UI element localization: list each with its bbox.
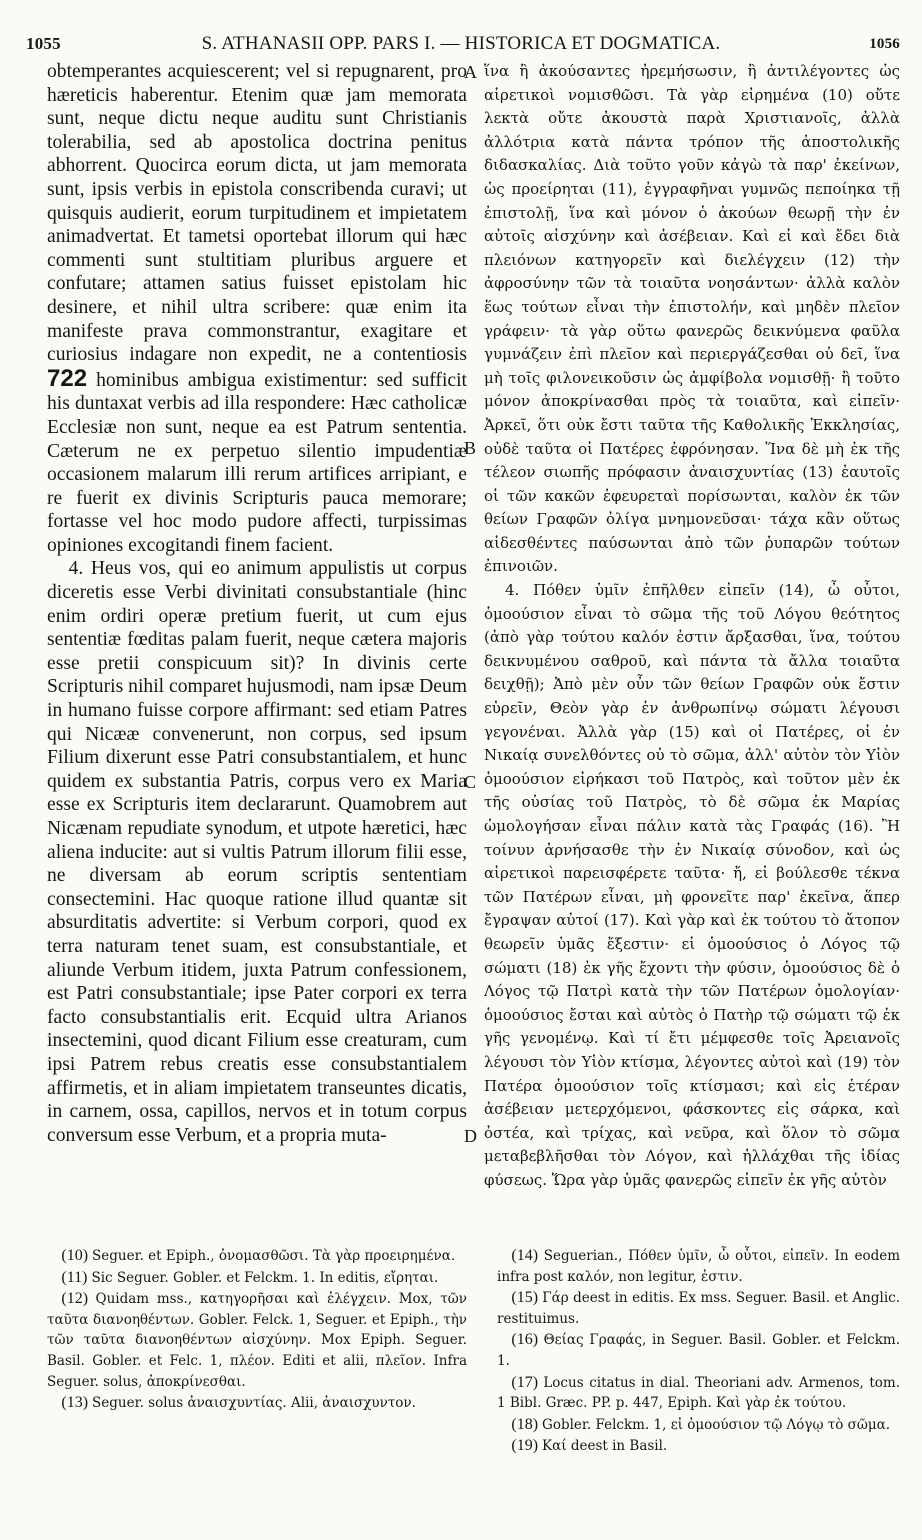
latin-paragraph-2: 4. Heus vos, qui eo animum appulistis ut corpus diceretis esse Verbi divinitati consubstantiale (hinc enim ordiri operæ pretium fuerit, ut cum ejus sententiæ fœditas palam fuerit, neque cætera majoris esse pretii conspicuum sit)? In divinis certe Scripturis nihil comparet hujusmodi, nam ipsæ Deum in humano fuisse corpore affirmant: sed etiam Patres qui Nicææ convenerunt, non corpus, sed ipsum Filium dixerunt esse Patri consubstantialem, et hunc quidem ex substantia Patris, corpus vero ex Maria esse ex Scripturis item declararunt. Quamobrem aut Nicænam repudiate synodum, et utpote hæretici, hæc aliena inducite: aut si vultis Patrum illorum filii esse, ne diversam ab eorum scriptis sententiam consectemini. Hac quoque ratione illud quantæ sit absurditatis advertite: si Verbum corpori, quod ex terra naturam tenet suam, est consubstantiale, et aliunde Verbum itidem, juxta Patrum confessionem, est Patri consubstantiale; ipse Pater corpori ex terra facto consubstantialis erit. Ecquid ultra Arianos insectemini, quod dicant Filium esse creaturam, cum ipsi Patrem rebus creatis esse consubstantialem affirmetis, et in aliam impietatem transeuntes dicatis, in carnem, ossa, capillos, nervos et in totum corpus conversum esse Verbum, et a propria muta-: [47, 558, 467, 1146]
margin-marker-b: B: [464, 438, 477, 458]
running-header: [20, 30, 902, 62]
footnote: (13) Seguer. solus ἀναισχυντίας. Alii, ἀναισχυντον.: [61, 1394, 416, 1412]
greek-paragraph-1: ἵνα ἢ ἀκούσαντες ἠρεμήσωσιν, ἢ ἀντιλέγοντες ὡς αἱρετικοὶ νομισθῶσι. Τὰ γὰρ εἰρημένα (10) οὔτε λεκτὰ οὔτε ἀκουστὰ παρὰ Χριστιανοῖς, ἀλλὰ ἀλλότρια κατὰ πάντα τρόπον τῆς ἀποστολικῆς διδασκαλίας. Διὰ τοῦτο γοῦν κἀγὼ τὰ παρ' ἐκείνων, ὡς προείρηται (11), ἐγγραφῆναι γυμνῶς πεποίηκα τῇ ἐπιστολῇ, ἵνα καὶ μόνον ὁ ἀκούων θεωρῇ τὴν ἐν αὐτοῖς αἰσχύνην καὶ ἀσέβειαν. Καὶ εἰ καὶ ἔδει διὰ πλειόνων κατηγορεῖν καὶ διελέγχειν (12) τὴν ἀφροσύνην τῶν τὰ τοιαῦτα νοησάντων· ἀλλὰ καλὸν ἕως τούτων εἶναι τὴν ἐπιστολήν, καὶ μηδὲν πλεῖον γράφειν· τὰ γὰρ οὕτω φανερῶς δεικνύμενα φαῦλα γυμνάζειν ἐπὶ πλεῖον καὶ περιεργάζεσθαι οὐ δεῖ, ἵνα μὴ τοῖς φιλονεικοῦσιν ὡς ἀμφίβολα νομισθῇ· ἢ τοῦτο μόνον ἀποκρίνασθαι πρὸς τὰ τοιαῦτα, καὶ εἰπεῖν· Ἀρκεῖ, ὅτι οὐκ ἔστι ταῦτα τῆς Καθολικῆς Ἐκκλησίας, οὐδὲ ταῦτα οἱ Πατέρες ἐφρόνησαν. Ἵνα δὲ μὴ ἐκ τῆς τέλεον σιωπῆς πρόφασιν ἀναισχυντίας (13) ἑαυτοῖς οἱ τῶν κακῶν ἐφευρεταὶ πορίσωνται, καλὸν ἐκ τῶν θείων Γραφῶν ὀλίγα μνημονεῦσαι· τάχα κἂν οὕτως αἰδεσθέντες παύσωνται ἀπὸ τῶν ῥυπαρῶν τούτων ἐπινοιῶν.: [484, 62, 900, 576]
footnotes-right: [497, 1246, 900, 1458]
margin-marker-d: D: [464, 1126, 477, 1146]
footnote: (19) Καί deest in Basil.: [511, 1437, 668, 1455]
section-number: 722: [47, 364, 88, 392]
footnote: (18) Gobler. Felckm. 1, εἰ ὁμοούσιον τῷ Λόγῳ τὸ σῶμα.: [511, 1415, 891, 1433]
page-number-left: 1055: [26, 34, 61, 53]
latin-column: [47, 60, 467, 1147]
footnote: (12) Quidam mss., κατηγορῆσαι καὶ ἐλέγχειν. Mox, τῶν ταῦτα διανοηθέντων. Gobler. Felck. 1, Seguer. et Epiph., τὴν τῶν ταῦτα διανοηθέντων αἰσχύνην. Mox Epiph. Seguer. Basil. Gobler. et Felc. 1, πλέον. Editi et alii, πλεῖον. Infra Seguer. solus, ἀποκρίνεσθαι.: [47, 1290, 468, 1390]
latin-p1-after: hominibus ambigua existimentur: sed sufficit his duntaxat verbis ad illa respondere: Hæc catholicæ Ecclesiæ non sunt, neque ea est Patrum sententia. Cæterum ne ex perpetuo silentio impudentiæ occasionem malarum illi rerum artifices arripiant, e re fuerit ex divinis Scripturis pauca memorare; fortasse vel hoc modo pudore affecti, turpissimas opiniones excogitandi finem facient.: [47, 369, 467, 556]
footnotes-left: [47, 1246, 467, 1415]
latin-paragraph-1: [47, 60, 467, 557]
margin-marker-c: C: [464, 772, 477, 792]
footnote: (16) Θείας Γραφάς, in Seguer. Basil. Gobler. et Felckm. 1.: [497, 1331, 900, 1369]
footnote: (10) Seguer. et Epiph., ὀνομασθῶσι. Τὰ γὰρ προειρημένα.: [61, 1247, 456, 1264]
footnote: (17) Locus citatus in dial. Theoriani adv. Armenos, tom. 1 Bibl. Græc. PP. p. 447, Epiph. Καὶ γὰρ ἐκ τούτου.: [497, 1373, 901, 1412]
margin-marker-a: A: [464, 62, 477, 82]
latin-p1-before: obtemperantes acquiescerent; vel si repugnarent, pro hæreticis haberentur. Etenim quæ jam memorata sunt, neque dictu neque auditu sunt Christianis tolerabilia, sed ab apostolica doctrina penitus abhorrent. Quocirca eorum dicta, ut jam memorata sunt, ipsis verbis in epistola conscribenda curavi; ut quisquis audierit, eorum turpitudinem et impietatem animadvertat. Et tametsi oportebat illorum qui hæc commenti sunt stultitiam pluribus arguere et confutare; attamen satius fuisset epistolam hic desinere, et nihil ultra scribere: quæ enim ita manifeste prava commonstrantur, exagitare et curiosius indagare non expedit, ne a contentiosis: [47, 61, 467, 366]
greek-paragraph-2: 4. Πόθεν ὑμῖν ἐπῆλθεν εἰπεῖν (14), ὦ οὗτοι, ὁμοούσιον εἶναι τὸ σῶμα τῆς τοῦ Λόγου θεότητος (ἀπὸ γὰρ τούτου καλόν ἐστιν ἄρξασθαι, ἵνα, τούτου δεικνυμένου σαθροῦ, καὶ πάντα τὰ ἄλλα τοιαῦτα δειχθῇ); Ἀπὸ μὲν οὖν τῶν θείων Γραφῶν οὐκ ἔστιν εὑρεῖν, Θεὸν γὰρ ἐν ἀνθρωπίνῳ σώματι λέγουσι γεγονέναι. Ἀλλὰ γὰρ (15) καὶ οἱ Πατέρες, οἱ ἐν Νικαίᾳ συνελθόντες οὐ τὸ σῶμα, ἀλλ' αὐτὸν τὸν Υἱὸν ὁμοούσιον εἰρήκασι τοῦ Πατρὸς, καὶ τοῦτον μὲν ἐκ τῆς οὐσίας τοῦ Πατρὸς, τὸ δὲ σῶμα ἐκ Μαρίας ὡμολογήσαν εἶναι πάλιν κατὰ τὰς Γραφάς (16). Ἢ τοίνυν ἀρνήσασθε τὴν ἐν Νικαίᾳ σύνοδον, καὶ ὡς αἱρετικοὶ παρεισφέρετε ταῦτα· ἤ, εἰ βούλεσθε τέκνα τῶν Πατέρων εἶναι, μὴ φρονεῖτε παρ' ἐκεῖνα, ἅπερ ἔγραψαν αὐτοί (17). Καὶ γὰρ καὶ ἐκ τούτου τὸ ἄτοπον θεωρεῖν ὑμᾶς ἔξεστιν· εἰ ὁμοούσιος ὁ Λόγος τῷ σώματι (18) ἐκ γῆς ἔχοντι τὴν φύσιν, ὁμοούσιος δὲ ὁ Λόγος τῷ Πατρὶ κατὰ τὴν τῶν Πατέρων ὁμολογίαν· ὁμοούσιος ἔσται καὶ αὐτὸς ὁ Πατὴρ τῷ σώματι τῷ ἐκ γῆς γενομένῳ. Καὶ τί ἔτι μέμφεσθε τοῖς Ἀρειανοῖς λέγουσι τὸν Υἱὸν κτίσμα, λέγοντες αὐτοὶ καὶ (19) τὸν Πατέρα ὁμοούσιον τοῖς κτίσμασι; καὶ εἰς ἑτέραν ἀσέβειαν μετερχόμενοι, φάσκοντες εἰς σάρκα, καὶ ὀστέα, καὶ τρίχας, καὶ νεῦρα, καὶ ὅλον τὸ σῶμα μεταβεβλῆσθαι τὸν Λόγον, καὶ ἠλλάχθαι τῆς ἰδίας φύσεως. Ὥρα γὰρ ὑμᾶς φανερῶς εἰπεῖν ἐκ γῆς αὐτὸν: [484, 581, 900, 1189]
greek-column: [484, 60, 900, 1193]
footnote: (11) Sic Seguer. Gobler. et Felckm. 1. In editis, εἴρηται.: [61, 1268, 439, 1286]
running-title: S. ATHANASII OPP. PARS I. — HISTORICA ET DOGMATICA.: [201, 33, 721, 54]
footnote: (14) Seguerian., Πόθεν ὑμῖν, ὦ οὗτοι, εἰπεῖν. In eodem infra post καλόν, non legitur, ἐστιν.: [497, 1247, 901, 1285]
page-number-right: 1056: [869, 36, 900, 52]
footnote: (15) Γάρ deest in editis. Ex mss. Seguer. Basil. et Anglic. restituimus.: [497, 1289, 900, 1327]
